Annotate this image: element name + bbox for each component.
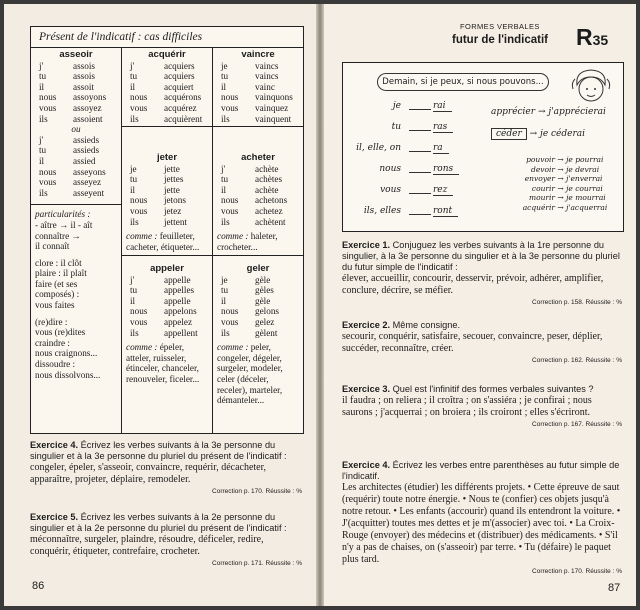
vaincre-box xyxy=(213,48,303,127)
pronoun: ils xyxy=(39,187,48,198)
particularite-line: il connaît xyxy=(35,241,70,252)
exercise-5-correction: Correction p. 171. Réussite : % xyxy=(212,560,302,567)
exercise-1-instr: Conjuguez les verbes suivants à la 1re personne du singulier, à la 3e personne du singulier et à la 3e personne du pluriel du futur simple de l'indicatif : xyxy=(342,240,620,272)
exercise-4-right xyxy=(342,460,622,578)
conjugation-row xyxy=(122,92,212,103)
verb-form: gelez xyxy=(255,316,275,327)
comme-label: comme : xyxy=(126,342,158,353)
verb-form: acquièrent xyxy=(164,113,203,124)
exercise-2-body: secourir, conquérir, satisfaire, secouer, convaincre, peser, déplier, succéder, reconnaître, créer. xyxy=(342,331,603,354)
exercise-1-correction: Correction p. 158. Réussite : % xyxy=(532,299,622,306)
particularite-line: nous dissolvons... xyxy=(35,369,101,380)
exercise-3-instruction xyxy=(342,384,622,395)
comme-label: comme : xyxy=(217,231,249,242)
pronoun: je xyxy=(221,274,228,285)
pronoun: je xyxy=(221,60,228,71)
verb-form: assieds xyxy=(73,134,100,145)
verb-form: gèle xyxy=(255,295,271,306)
vaincre-title: vaincre xyxy=(241,49,275,60)
pronoun: nous xyxy=(130,195,148,206)
verb-form: acquiers xyxy=(164,60,195,71)
jeter-comme xyxy=(122,231,212,252)
conjugation-row xyxy=(122,296,212,307)
conjugation-row xyxy=(122,185,212,196)
illus-stem-line xyxy=(409,214,431,215)
illus-pronoun: il, elle, on xyxy=(356,143,401,153)
pronoun: il xyxy=(221,81,227,92)
verb-form: achetons xyxy=(255,195,288,206)
conjugation-row xyxy=(31,177,121,188)
conjugation-row xyxy=(122,306,212,317)
verb-form: vainquez xyxy=(255,102,289,113)
pronoun: il xyxy=(130,295,136,306)
conjugation-row xyxy=(213,217,303,228)
conjugation-row xyxy=(122,328,212,339)
illus-stem-line xyxy=(409,151,431,152)
verb-form: gèlent xyxy=(255,327,278,338)
verb-form: jetons xyxy=(164,195,186,206)
infinitive: courir xyxy=(531,183,555,193)
conjugation-row xyxy=(31,114,121,125)
geler-box xyxy=(213,256,303,433)
pronoun: vous xyxy=(130,102,148,113)
conjugation-row xyxy=(213,328,303,339)
pronoun: vous xyxy=(221,316,239,327)
conjugation-table xyxy=(30,26,304,434)
illus-pronoun: tu xyxy=(391,122,401,132)
verb-form: vainquent xyxy=(255,113,292,124)
arrow-icon: → xyxy=(555,202,567,212)
pronoun: vous xyxy=(221,102,239,113)
exercise-4-head: Exercice 4. xyxy=(30,440,79,450)
particularite-line: vous faites xyxy=(35,300,75,311)
page-title: futur de l'indicatif xyxy=(452,34,549,46)
illus-pronoun: ils, elles xyxy=(363,206,401,216)
verb-form: appelle xyxy=(164,295,191,306)
particularite-line: faire (et ses xyxy=(35,278,78,289)
table-title: Présent de l'indicatif : cas difficiles xyxy=(31,27,303,48)
future-form: je pourrai xyxy=(566,155,604,164)
exercise-5-instruction xyxy=(30,512,302,534)
verb-form: gèles xyxy=(255,285,274,296)
verb-form: assoient xyxy=(73,113,103,124)
infinitive: devoir xyxy=(531,164,555,174)
exercise-1-head: Exercice 1. xyxy=(342,240,391,250)
verb-form: appelons xyxy=(164,306,197,317)
irregular-verb-row xyxy=(511,193,606,202)
conjugation-row xyxy=(122,275,212,286)
verb-form: jette xyxy=(164,184,180,195)
pronoun: nous xyxy=(39,92,57,103)
conjugation-row xyxy=(213,285,303,296)
infinitive: pouvoir xyxy=(526,155,555,164)
irregular-verb-row xyxy=(511,155,603,164)
exercise-2-correction: Correction p. 162. Réussite : % xyxy=(532,357,622,364)
pronoun: nous xyxy=(221,195,239,206)
conjugation-row xyxy=(213,275,303,286)
pronoun: tu xyxy=(130,174,138,185)
exercise-5-body: méconnaître, surgeler, plaindre, résoudre, déficeler, redire, conquérir, étiqueter, contrefaire, crocheter. xyxy=(30,534,264,557)
acheter-forms xyxy=(213,164,303,228)
verb-form: jetez xyxy=(164,205,182,216)
book-gutter xyxy=(316,4,324,606)
verb-form: asseyent xyxy=(73,187,105,198)
conjugation-row xyxy=(213,103,303,114)
exercise-4-instruction xyxy=(30,440,302,462)
appeler-comme xyxy=(122,342,212,384)
acquerir-title: acquérir xyxy=(148,49,186,60)
future-form: je mourrai xyxy=(566,193,606,202)
conjugation-row xyxy=(122,103,212,114)
particularite-line: craindre : xyxy=(35,337,70,348)
example-1-to: j'apprécierai xyxy=(548,107,606,117)
exercise-5-instr: Écrivez les verbes suivants à la 2e personne du singulier et à la 2e personne du pluriel du présent de l'indicatif : xyxy=(30,512,287,533)
pronoun: nous xyxy=(39,166,57,177)
verb-form: appelle xyxy=(164,274,191,285)
conjugation-row xyxy=(122,206,212,217)
acquerir-box xyxy=(122,48,213,127)
comme-list: épeler, atteler, ruisseler, étinceler, chanceler, renouveler, ficeler... xyxy=(126,342,200,384)
conjugation-row xyxy=(122,317,212,328)
particularite-line: nous craignons... xyxy=(35,348,98,359)
jeter-box xyxy=(122,127,213,256)
asseoir-forms-1 xyxy=(31,61,121,125)
verb-form: acquiers xyxy=(164,71,195,82)
acheter-comme xyxy=(213,231,303,252)
pronoun: vous xyxy=(221,205,239,216)
conjugation-row xyxy=(213,317,303,328)
verb-form: acquérons xyxy=(164,92,202,103)
pronoun: il xyxy=(130,184,136,195)
exercise-4-instr: Écrivez les verbes suivants à la 3e personne du singulier et à la 3e personne du pluriel du présent de l'indicatif : xyxy=(30,440,287,461)
rule-code xyxy=(576,24,632,50)
page-number-right: 87 xyxy=(608,582,621,594)
verb-form: achète xyxy=(255,184,279,195)
acheter-title: acheter xyxy=(241,152,275,163)
conjugation-row xyxy=(213,164,303,175)
particularites-label: particularités : xyxy=(35,209,91,220)
jeter-title: jeter xyxy=(156,152,178,163)
irregular-verb-row xyxy=(511,184,603,193)
conjugation-row xyxy=(213,296,303,307)
comme-list: haleter, crocheter... xyxy=(217,231,278,252)
appeler-forms xyxy=(122,275,212,339)
pronoun: il xyxy=(130,81,136,92)
speech-bubble: Demain, si je peux, si nous pouvons... xyxy=(377,73,549,91)
comme-label: comme : xyxy=(217,342,249,353)
pronoun: tu xyxy=(221,174,229,185)
section-label: FORMES VERBALES xyxy=(460,22,540,31)
exercise-3-head: Exercice 3. xyxy=(342,384,391,394)
geler-comme xyxy=(213,342,303,406)
verb-form: jettes xyxy=(164,174,184,185)
vaincre-forms xyxy=(213,61,303,125)
verb-form: appellent xyxy=(164,327,198,338)
pronoun: ils xyxy=(130,327,139,338)
conjugation-row xyxy=(122,285,212,296)
verb-form: assoit xyxy=(73,81,94,92)
particularite-line: clore : il clôt xyxy=(35,257,82,268)
particularite-line: vous (re)dites xyxy=(35,327,86,338)
verb-form: asseyons xyxy=(73,166,106,177)
exercise-4-correction: Correction p. 170. Réussite : % xyxy=(212,488,302,495)
illus-ending: ront xyxy=(433,206,458,217)
verb-form: assoyons xyxy=(73,92,107,103)
future-form: j'acquerrai xyxy=(566,202,608,212)
pronoun: je xyxy=(130,163,137,174)
pronoun: il xyxy=(39,81,45,92)
particularite-line: connaître → xyxy=(35,230,81,241)
illus-pronoun: nous xyxy=(379,164,401,174)
verb-form: appelez xyxy=(164,316,193,327)
particularite-line: dissoudre : xyxy=(35,359,76,370)
illus-stem-line xyxy=(409,130,431,131)
conjugation-row xyxy=(31,103,121,114)
exercise-2-instruction xyxy=(342,320,622,331)
conjugation-row xyxy=(31,156,121,167)
illus-stem-line xyxy=(409,109,431,110)
particularites-box xyxy=(31,204,121,380)
girl-drawing-icon xyxy=(565,65,617,109)
conjugation-row xyxy=(31,135,121,146)
verb-form: vaincs xyxy=(255,71,279,82)
exercise-2-instr: Même consigne. xyxy=(392,320,461,330)
verb-form: assoyez xyxy=(73,102,102,113)
future-form: je devrai xyxy=(566,164,600,174)
conjugation-row xyxy=(122,164,212,175)
conjugation-row xyxy=(213,61,303,72)
verb-form: assois xyxy=(73,71,95,82)
conjugation-row xyxy=(31,71,121,82)
geler-title: geler xyxy=(246,263,270,274)
conjugation-row xyxy=(31,167,121,178)
pronoun: nous xyxy=(130,92,148,103)
verb-form: vainquons xyxy=(255,92,293,103)
particularite-line: - aître → il - aît xyxy=(35,219,93,230)
pronoun: nous xyxy=(221,306,239,317)
pronoun: vous xyxy=(130,205,148,216)
verb-form: achètent xyxy=(255,216,286,227)
conjugation-row xyxy=(122,195,212,206)
exercise-4-left xyxy=(30,440,302,498)
pronoun: ils xyxy=(130,113,139,124)
infinitive: mourir xyxy=(528,193,555,202)
asseoir-forms-2 xyxy=(31,135,121,199)
acquerir-forms xyxy=(122,61,212,125)
illus-stem-line xyxy=(409,172,431,173)
verb-form: achetez xyxy=(255,205,283,216)
verb-form: assied xyxy=(73,155,96,166)
exercise-5-left xyxy=(30,512,302,570)
exercise-4-instr: Écrivez les verbes entre parenthèses au futur simple de l'indicatif. xyxy=(342,460,620,481)
verb-form: assois xyxy=(73,60,95,71)
exercise-4-head: Exercice 4. xyxy=(342,460,391,470)
pronoun: nous xyxy=(221,92,239,103)
pronoun: ils xyxy=(221,327,230,338)
pronoun: tu xyxy=(130,285,138,296)
infinitive: acquérir xyxy=(522,202,555,212)
conjugation-row xyxy=(31,145,121,156)
acheter-box xyxy=(213,127,303,256)
pronoun: tu xyxy=(221,285,229,296)
asseoir-column xyxy=(31,48,122,433)
pronoun: ils xyxy=(221,216,230,227)
exercise-4-instruction xyxy=(342,460,622,482)
asseoir-ou: ou xyxy=(71,124,81,135)
rule-code-letter: R xyxy=(576,24,593,50)
exercise-1-body: élever, accueillir, concourir, desservir, prévoir, adhérer, amplifier, conclure, décrire, se méfier. xyxy=(342,273,604,296)
conjugation-row xyxy=(213,306,303,317)
appeler-title: appeler xyxy=(150,263,184,274)
pronoun: ils xyxy=(39,113,48,124)
page-number-left: 86 xyxy=(32,580,45,592)
pronoun: ils xyxy=(221,113,230,124)
exercise-4-body: Les architectes (étudier) les différents projets. • Cette épreuve de saut (requérir) toute notre énergie. • Nous te (confier) ces objets jusqu'à notre retour. • Les enfants (accourir) quand ils entendront la voiture. • J'(acquitter) toutes mes dettes et je m'(associer) avec toi. • La Croix-Rouge (envoyer) des médecins et (distribuer) des médicaments. • S'il n'y a pas de chaises, on (s'asseoir) par terre. • Tu (défaire) le paquet plus tard. xyxy=(342,482,621,565)
left-page xyxy=(4,4,316,606)
conjugation-row xyxy=(122,71,212,82)
pronoun: vous xyxy=(39,177,57,188)
illustration-box xyxy=(342,62,624,232)
pronoun: tu xyxy=(130,71,138,82)
example-1-from: apprécier xyxy=(491,107,536,117)
pronoun: il xyxy=(221,295,227,306)
conjugation-row xyxy=(213,206,303,217)
verb-form: acquérez xyxy=(164,102,197,113)
pronoun: j' xyxy=(221,163,226,174)
illus-ending: rez xyxy=(433,185,453,196)
conjugation-row xyxy=(213,71,303,82)
verb-form: appelles xyxy=(164,285,195,296)
illus-ending: ras xyxy=(433,122,453,133)
verb-form: gèle xyxy=(255,274,271,285)
asseoir-title: asseoir xyxy=(59,49,93,60)
pronoun: vous xyxy=(130,316,148,327)
illus-stem-line xyxy=(409,193,431,194)
comme-label: comme : xyxy=(126,231,158,242)
conjugation-row xyxy=(122,217,212,228)
exercise-2-head: Exercice 2. xyxy=(342,320,391,330)
verb-form: asseyez xyxy=(73,177,102,188)
verb-form: achète xyxy=(255,163,279,174)
conjugation-row xyxy=(213,114,303,125)
exercise-3-body: il faudra ; on reliera ; il croîtra ; on s'assiéra ; je confirai ; nous saurons ; j'acquerrai ; on broiera ; ils croiront ; elles s'écriront. xyxy=(342,395,592,418)
irregular-verb-row xyxy=(511,203,607,212)
pronoun: ils xyxy=(130,216,139,227)
arrow-icon: → xyxy=(555,164,567,174)
conjugation-row xyxy=(213,185,303,196)
particularite-line: plaire : il plaît xyxy=(35,268,87,279)
future-form: j'enverrai xyxy=(566,174,603,183)
conjugation-row xyxy=(122,114,212,125)
arrow-icon: → xyxy=(555,183,567,193)
pronoun: il xyxy=(221,184,227,195)
rule-code-number: 35 xyxy=(592,32,609,48)
conjugation-row xyxy=(122,61,212,72)
particularite-line: (re)dire : xyxy=(35,316,68,327)
verb-form: assieds xyxy=(73,145,100,156)
verb-form: gelons xyxy=(255,306,279,317)
geler-forms xyxy=(213,275,303,339)
example-2: céder → je céderai xyxy=(491,129,585,139)
conjugation-row xyxy=(31,188,121,199)
appeler-box xyxy=(122,256,213,433)
jeter-forms xyxy=(122,164,212,228)
verb-form: vaincs xyxy=(255,60,279,71)
right-page xyxy=(324,4,636,606)
particularite-line: composés) : xyxy=(35,289,80,300)
exercise-3-correction: Correction p. 167. Réussite : % xyxy=(532,421,622,428)
conjugation-row xyxy=(213,82,303,93)
conjugation-row xyxy=(31,61,121,72)
example-1: apprécier → j'apprécierai xyxy=(491,107,606,117)
conjugation-row xyxy=(213,92,303,103)
example-2-from: céder xyxy=(491,128,527,140)
pronoun: j' xyxy=(39,134,44,145)
example-2-to: je céderai xyxy=(540,129,586,139)
exercise-2 xyxy=(342,320,622,367)
conjugation-row xyxy=(31,92,121,103)
arrow-icon: → xyxy=(555,193,567,202)
illus-pronoun: vous xyxy=(380,185,401,195)
pronoun: vous xyxy=(39,102,57,113)
pronoun: tu xyxy=(221,71,229,82)
conjugation-row xyxy=(122,174,212,185)
comme-list: peler, congeler, dégeler, surgeler, modeler, celer (déceler, receler), marteler, démanteler... xyxy=(217,342,283,406)
pronoun: il xyxy=(39,155,45,166)
comme-list: feuilleter, cacheter, étiqueter... xyxy=(126,231,200,252)
verb-form: vainc xyxy=(255,81,275,92)
exercise-4-correction: Correction p. 170. Réussite : % xyxy=(532,568,622,575)
irregular-verb-row xyxy=(511,174,602,183)
conjugation-row xyxy=(31,82,121,93)
verb-form: acquiert xyxy=(164,81,194,92)
future-form: je courrai xyxy=(566,183,603,193)
arrow-icon: → xyxy=(555,174,567,183)
irregular-verb-row xyxy=(511,165,599,174)
arrow-icon: → xyxy=(555,155,567,164)
verb-form: jettent xyxy=(164,216,187,227)
pronoun: j' xyxy=(130,60,135,71)
pronoun: tu xyxy=(39,145,47,156)
pronoun: j' xyxy=(39,60,44,71)
verb-form: jette xyxy=(164,163,180,174)
illus-ending: rons xyxy=(433,164,459,175)
conjugation-row xyxy=(213,195,303,206)
exercise-3-instr: Quel est l'infinitif des formes verbales suivantes ? xyxy=(392,384,594,394)
conjugation-row xyxy=(122,82,212,93)
exercise-5-head: Exercice 5. xyxy=(30,512,79,522)
illus-ending: rai xyxy=(433,101,452,112)
conjugation-row xyxy=(213,174,303,185)
verb-form: achètes xyxy=(255,174,283,185)
illus-pronoun: je xyxy=(392,101,401,111)
exercise-4-body: congeler, épeler, s'asseoir, convaincre, requérir, décacheter, apparaître, projeter, déplaire, remodeler. xyxy=(30,462,267,485)
exercise-1 xyxy=(342,240,622,309)
pronoun: j' xyxy=(130,274,135,285)
pronoun: tu xyxy=(39,71,47,82)
exercise-3 xyxy=(342,384,622,431)
exercise-1-instruction xyxy=(342,240,622,273)
infinitive: envoyer xyxy=(524,174,555,183)
pronoun: nous xyxy=(130,306,148,317)
illus-ending: ra xyxy=(433,143,449,154)
